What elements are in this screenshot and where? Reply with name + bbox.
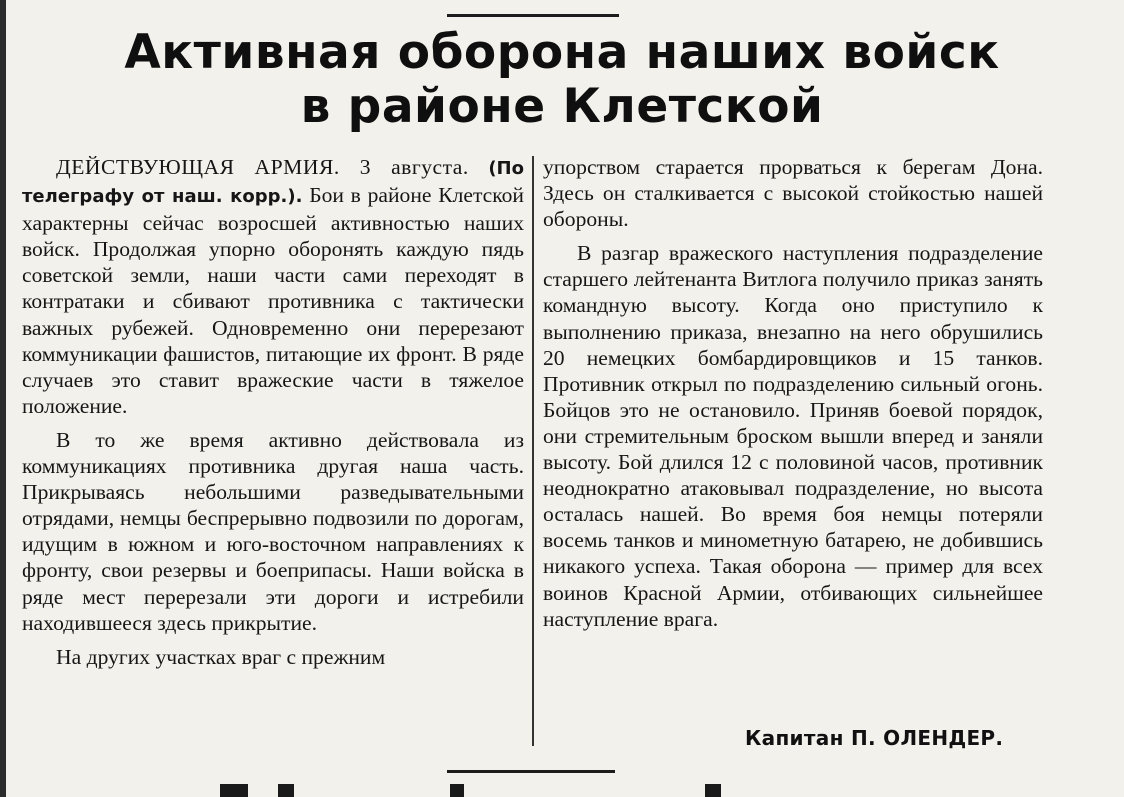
top-rule	[447, 14, 619, 17]
article-headline	[40, 26, 1084, 134]
article-paragraph-1-text: Бои в районе Клетской характерны сейчас возросшей активностью наших войск. Продолжая упорно оборонять каждую пядь советской земли, наши части сами переходят в контратаки и сбивают противника с тактически важных рубежей. Одновременно они перерезают коммуникации фашистов, питающие их фронт. В ряде случаев это ставит вражеские части в тяжелое положение.	[22, 183, 524, 418]
column-divider	[532, 156, 534, 746]
headline-line-1: Активная оборона наших войск	[124, 25, 1000, 80]
headline-line-2: в районе Клетской	[300, 79, 824, 134]
article-paragraph-2: В то же время активно действовала из коммуникациях противника другая наша часть. Прикрываясь небольшими разведывательными отрядами, немцы беспрерывно подвозили по дорогам, идущим в южном и юго-восточном направлениях к фронту, свои резервы и боеприпасы. Наши войска в ряде мест перерезали эти дороги и истребили находившееся здесь прикрытие.	[22, 427, 524, 635]
article-signature: Капитан П. ОЛЕНДЕР.	[745, 726, 1004, 750]
article-paragraph-4: В разгар вражеского наступления подразделение старшего лейтенанта Витлога получило приказ занять командную высоту. Когда оно приступило к выполнению приказа, внезапно на него обрушились 20 немецких бомбардировщиков и 15 танков. Противник открыл по подразделению сильный огонь. Бойцов это не остановило. Приняв боевой порядок, они стремительным броском вышли вперед и заняли высоту. Бой длился 12 с половиной часов, противник неоднократно атаковывал подразделение, но высота осталась нашей. Во время боя немцы потеряли восемь танков и минометную батарею, не добившись никакого успеха. Такая оборона — пример для всех воинов Красной Армии, отбивающих сильнейшее наступление врага.	[543, 241, 1043, 631]
bottom-rule	[447, 770, 615, 773]
article-dateline: ДЕЙСТВУЮЩАЯ АРМИЯ. 3 августа.	[56, 155, 469, 179]
next-headline-fragment	[200, 784, 760, 797]
page-edge	[0, 0, 6, 797]
article-source: (По телеграфу от наш. корр.).	[22, 158, 524, 208]
article-column-right	[543, 154, 1043, 640]
article-paragraph-3-start: На других участках враг с прежним	[56, 644, 386, 669]
article-paragraph-1	[22, 154, 524, 419]
article-column-left	[22, 154, 524, 678]
article-paragraph-3-end: упорством старается прорваться к берегам Дона. Здесь он сталкивается с высокой стойкостью нашей обороны.	[543, 155, 1043, 232]
